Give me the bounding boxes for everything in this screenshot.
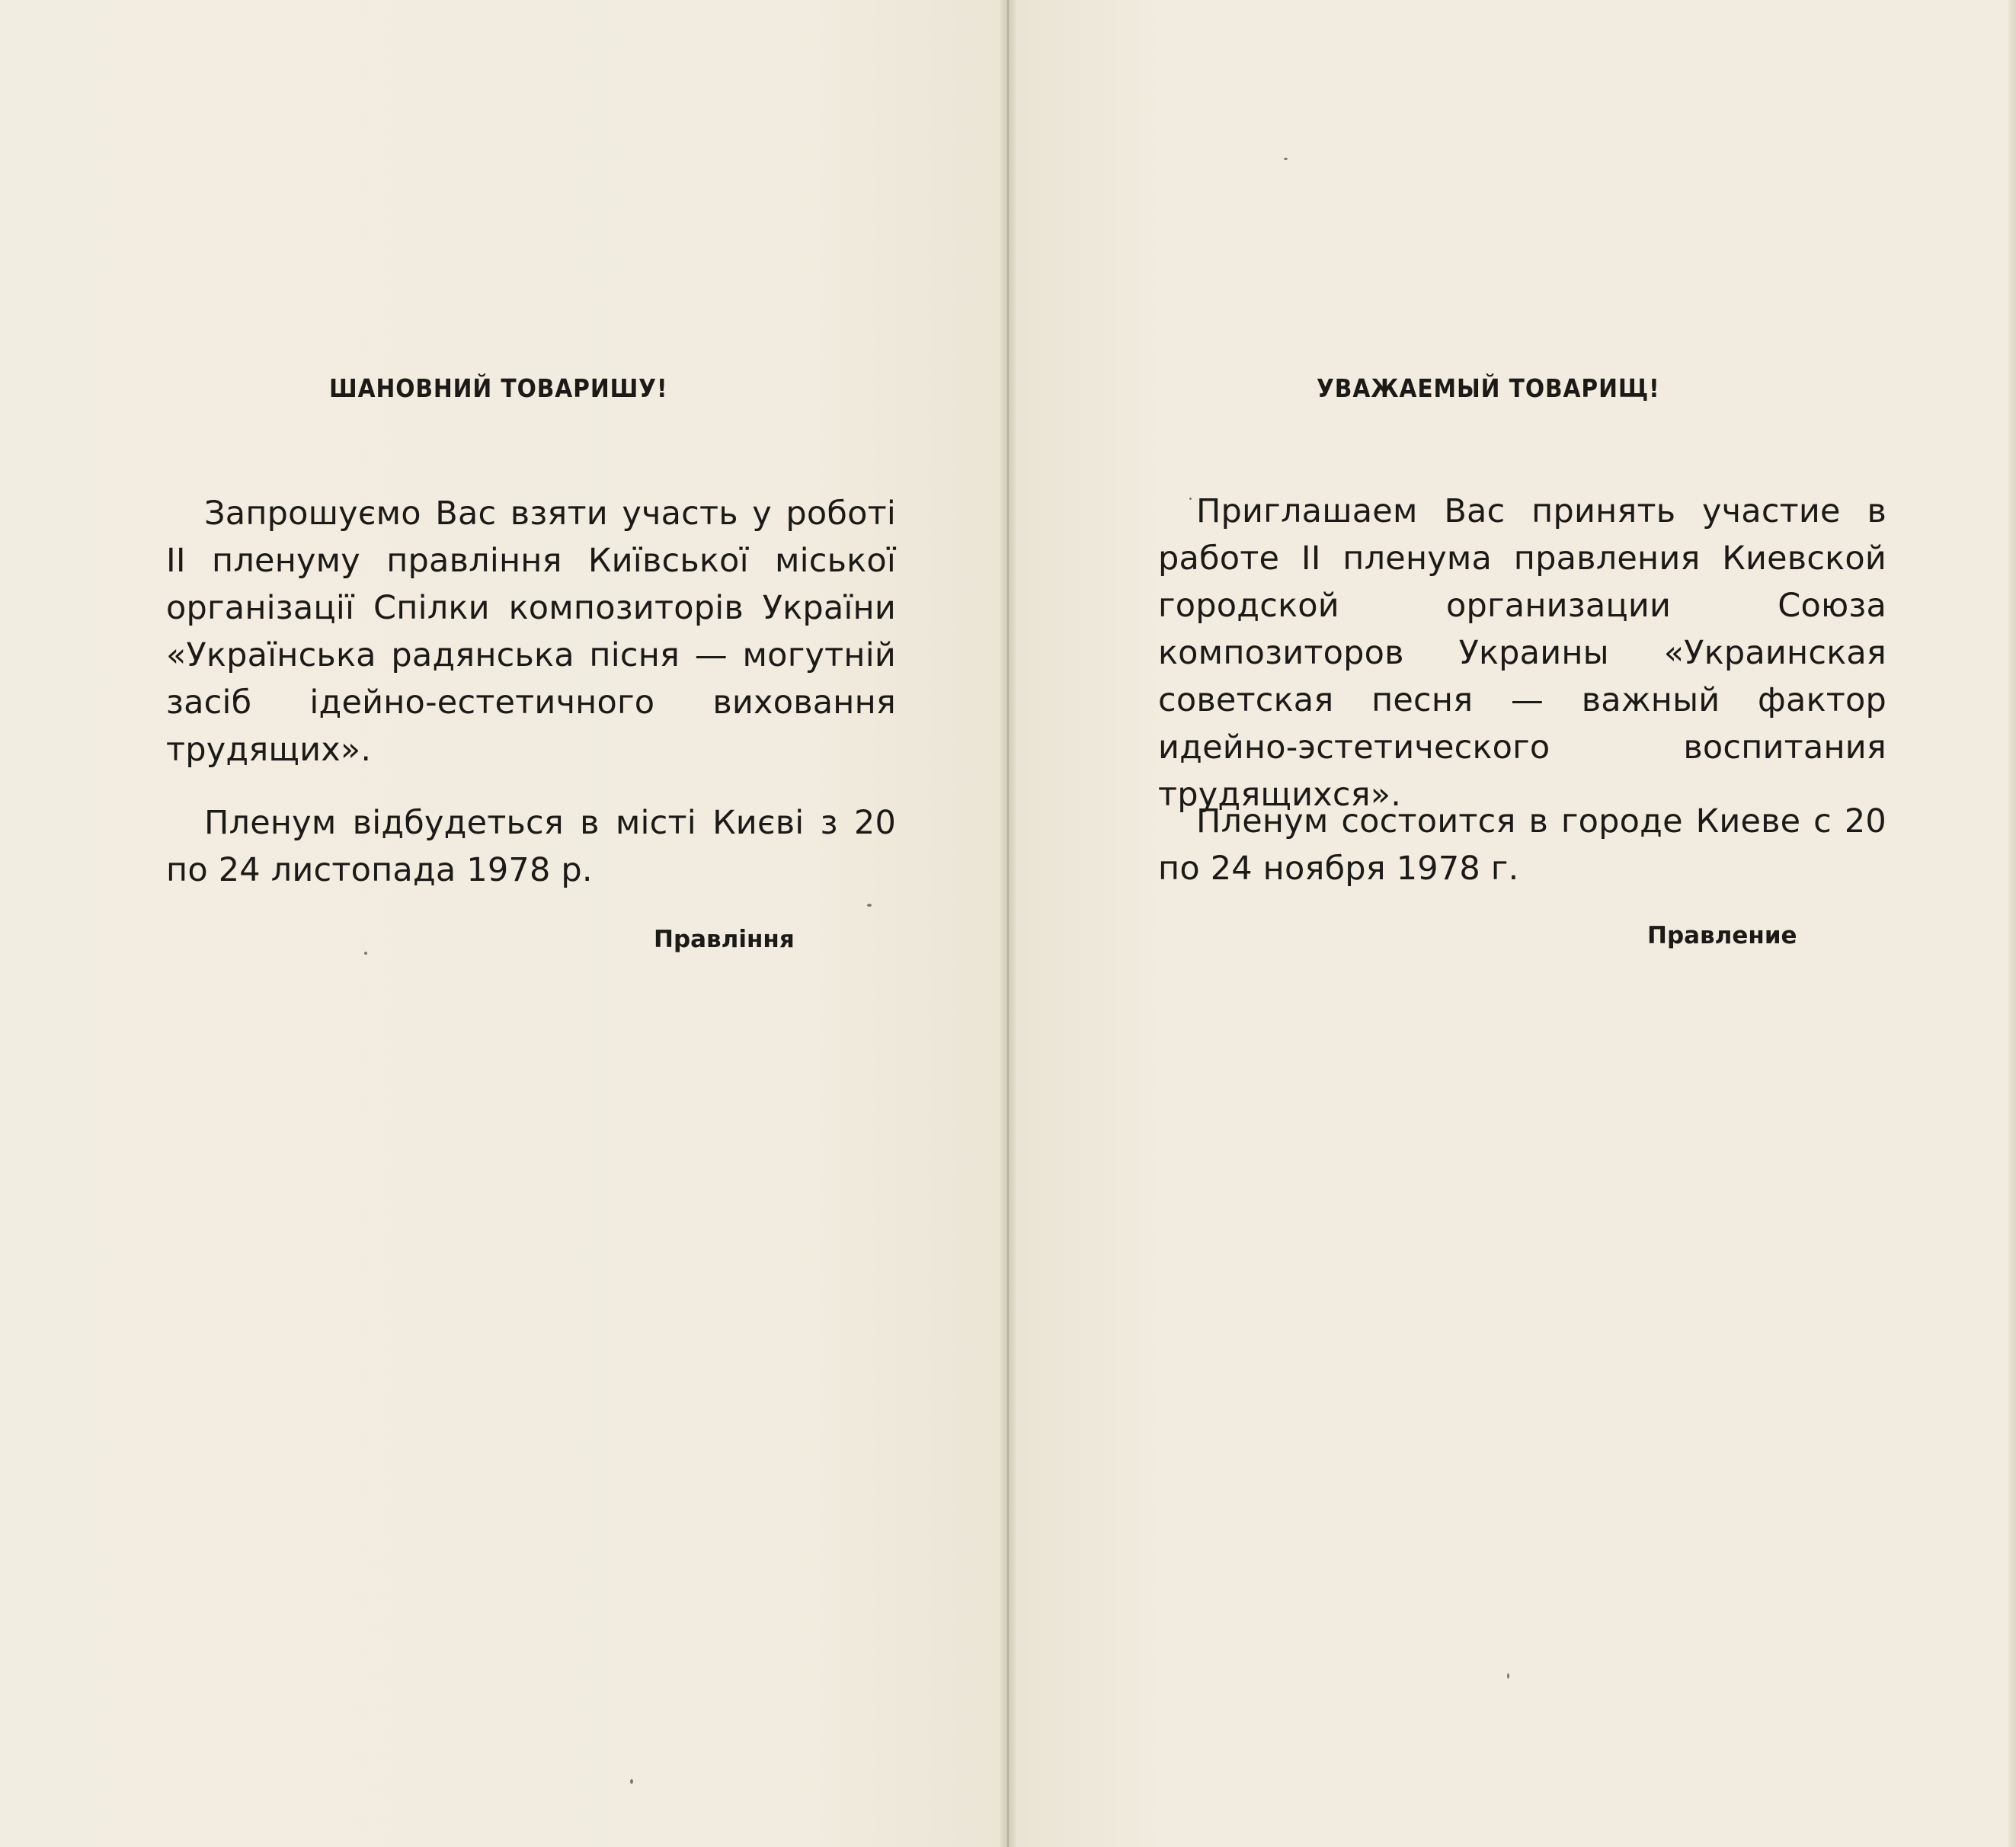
left-page-date-paragraph: Пленум відбудеться в місті Києві з 20 по 24 листопада 1978 р. (166, 804, 896, 889)
left-page-heading: ШАНОВНИЙ ТОВАРИШУ! (329, 373, 668, 403)
left-page-invitation-paragraph: Запрошуємо Вас взяти участь у роботі II пленуму правління Київської міської організації Спілки композиторів України «Українська радянська пісня — могутній засіб ідейно-естетичного виховання трудящих». (166, 495, 896, 769)
paper-speck (867, 904, 872, 907)
left-page-ukrainian (0, 0, 1000, 1847)
right-paper-edge (2008, 0, 2016, 1847)
right-page-date-paragraph: Пленум состоится в городе Киеве с 20 по 24 ноября 1978 г. (1158, 802, 1886, 888)
right-page-invitation-paragraph: Приглашаем Вас принять участие в работе II пленума правления Киевской городской организации Союза композиторов Украины «Украинская советская песня — важный фактор идейно-эстетического воспитания трудящихся». (1158, 492, 1886, 814)
right-page-signature: Правление (1647, 922, 1797, 949)
left-page-signature: Правління (654, 926, 795, 953)
right-page-russian (1016, 0, 2016, 1847)
paper-speck (1189, 498, 1192, 500)
paper-speck (630, 1779, 633, 1784)
paper-speck (1284, 158, 1288, 160)
paper-speck (1507, 1673, 1509, 1679)
paper-speck (364, 952, 367, 955)
right-page-heading: УВАЖАЕМЫЙ ТОВАРИЩ! (1317, 373, 1660, 403)
center-fold-crease (1007, 0, 1009, 1847)
